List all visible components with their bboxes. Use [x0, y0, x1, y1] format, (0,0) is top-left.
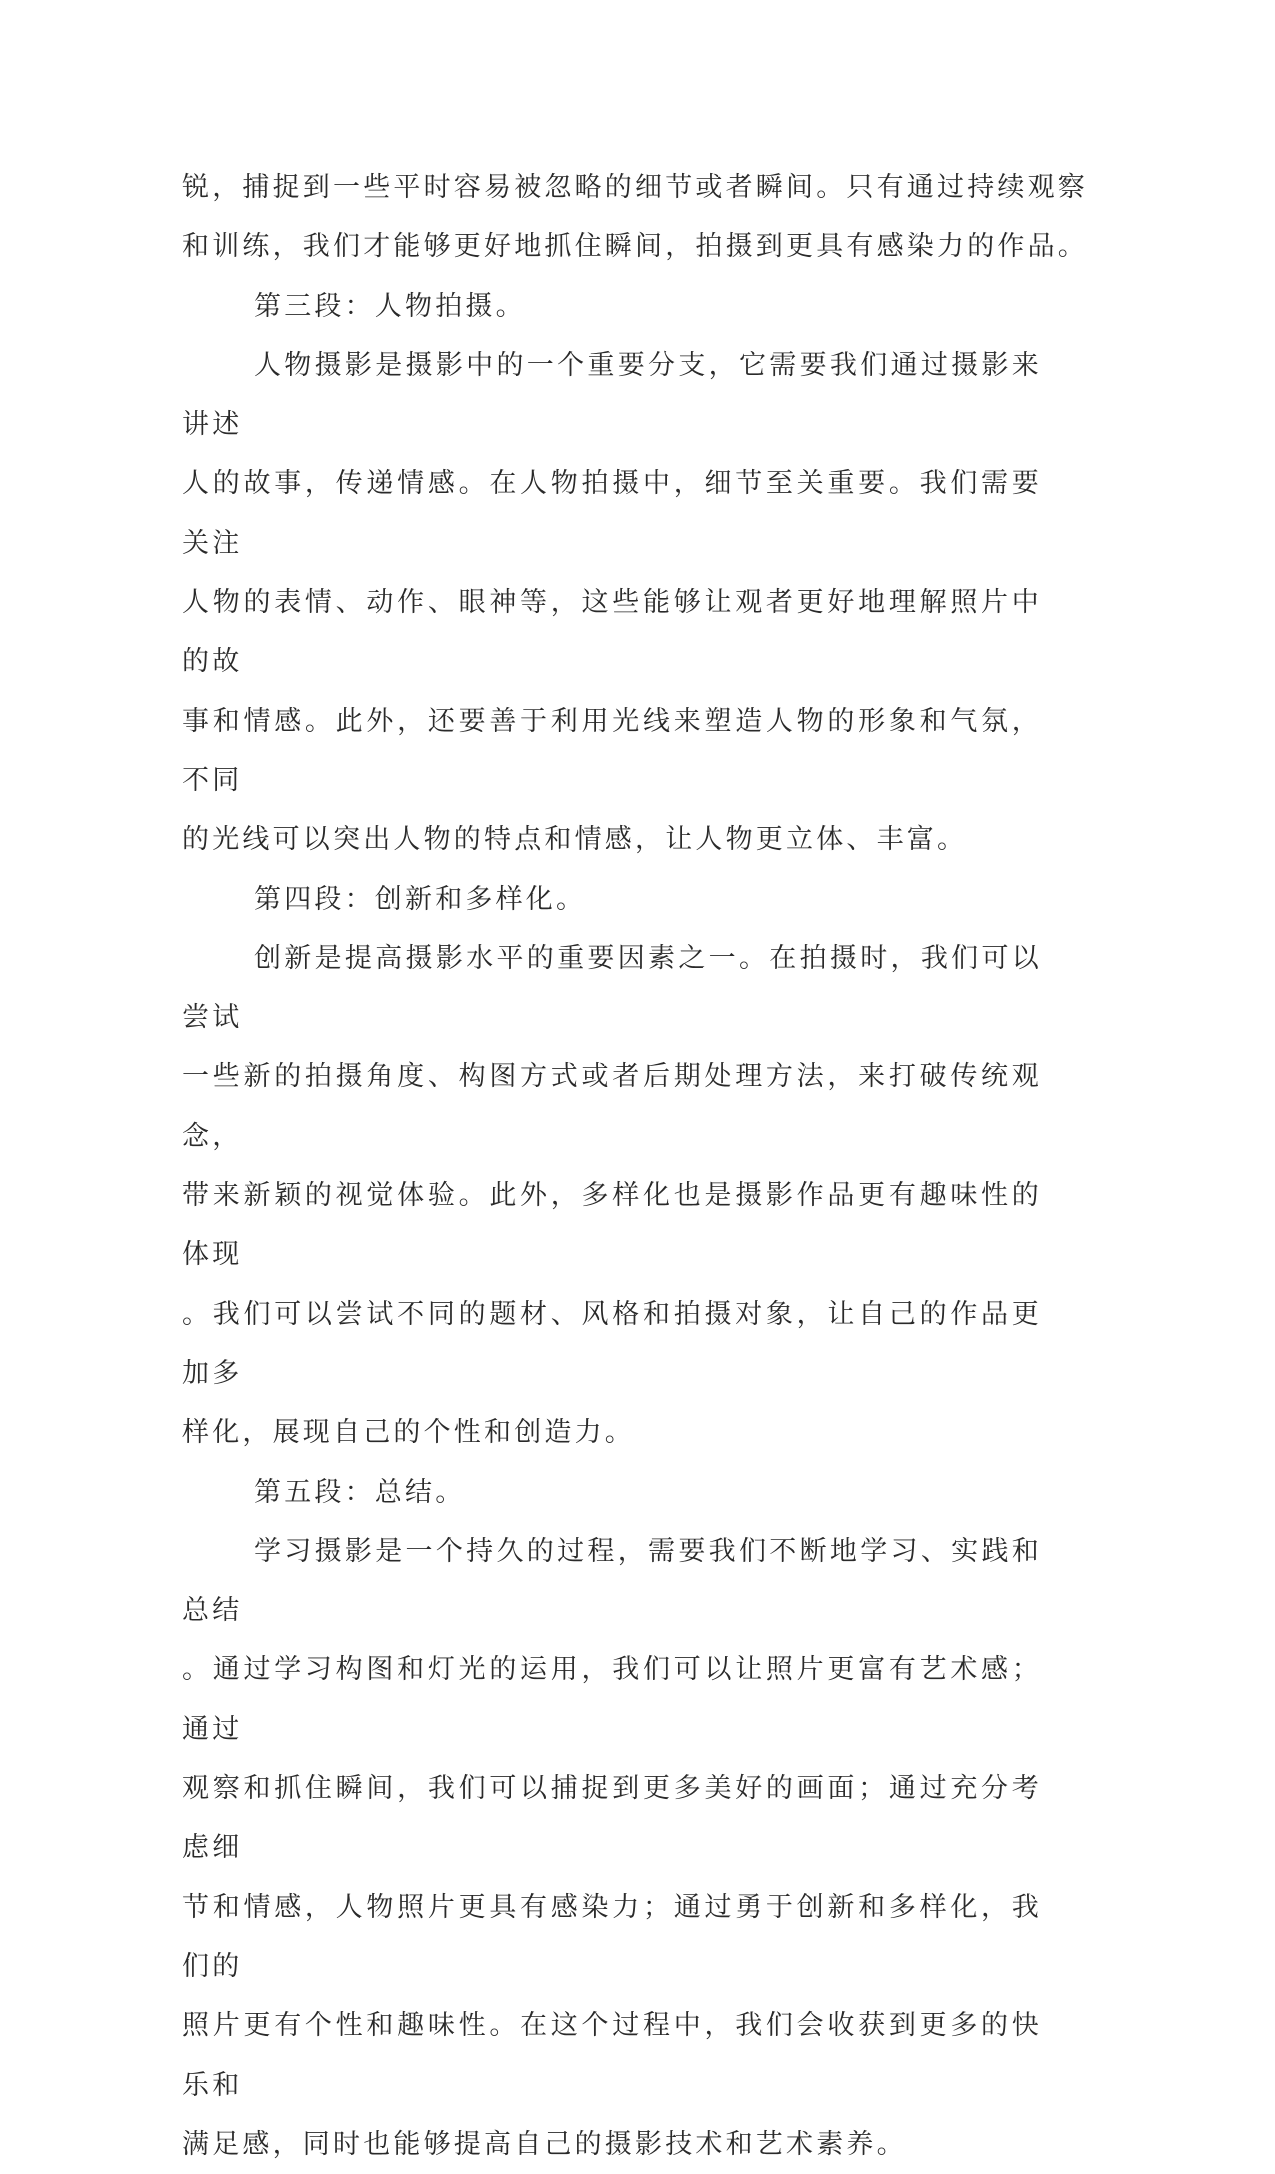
text-line: 。通过学习构图和灯光的运用，我们可以让照片更富有艺术感；通过: [182, 1654, 1042, 1745]
text-line: 事和情感。此外，还要善于利用光线来塑造人物的形象和气氛，不同: [182, 705, 1042, 796]
heading-text: 第四段：创新和多样化。: [254, 883, 587, 915]
text-line: 样化，展现自己的个性和创造力。: [182, 1417, 635, 1449]
text-line: 创新是提高摄影水平的重要因素之一。在拍摄时，我们可以尝试: [182, 942, 1042, 1034]
text-line: 节和情感，人物照片更具有感染力；通过勇于创新和多样化，我们的: [182, 1891, 1042, 1982]
text-line: 人的故事，传递情感。在人物拍摄中，细节至关重要。我们需要关注: [182, 468, 1042, 559]
text-line: 锐，捕捉到一些平时容易被忽略的细节或者瞬间。只有通过持续观察: [182, 172, 1088, 203]
text-line: 人物的表情、动作、眼神等，这些能够让观者更好地理解照片中的故: [182, 587, 1042, 678]
paragraph-continuation: [182, 158, 1088, 277]
text-line: 的光线可以突出人物的特点和情感，让人物更立体、丰富。: [182, 824, 968, 856]
section-heading-5: [182, 1463, 1042, 1522]
text-line: 满足感，同时也能够提高自己的摄影技术和艺术素养。: [182, 2128, 907, 2160]
paragraph-portrait: [182, 336, 1042, 870]
text-line: 学习摄影是一个持久的过程，需要我们不断地学习、实践和总结: [182, 1535, 1042, 1627]
text-line: 和训练，我们才能够更好地抓住瞬间，拍摄到更具有感染力的作品。: [182, 231, 1088, 263]
section-heading-4: [182, 870, 1042, 929]
heading-text: 第五段：总结。: [254, 1476, 466, 1508]
text-line: 。我们可以尝试不同的题材、风格和拍摄对象，让自己的作品更加多: [182, 1298, 1042, 1389]
heading-text: 第三段：人物拍摄。: [254, 290, 526, 322]
text-line: 一些新的拍摄角度、构图方式或者后期处理方法，来打破传统观念，: [182, 1061, 1042, 1152]
paragraph-innovation: [182, 929, 1042, 1463]
text-line: 人物摄影是摄影中的一个重要分支，它需要我们通过摄影来讲述: [182, 349, 1042, 441]
section-heading-3: [182, 277, 1042, 336]
document-body: [182, 158, 1088, 2174]
text-line: 观察和抓住瞬间，我们可以捕捉到更多美好的画面；通过充分考虑细: [182, 1773, 1042, 1864]
text-line: 照片更有个性和趣味性。在这个过程中，我们会收获到更多的快乐和: [182, 2010, 1042, 2101]
text-line: 带来新颖的视觉体验。此外，多样化也是摄影作品更有趣味性的体现: [182, 1180, 1042, 1271]
paragraph-summary: [182, 1522, 1042, 2174]
